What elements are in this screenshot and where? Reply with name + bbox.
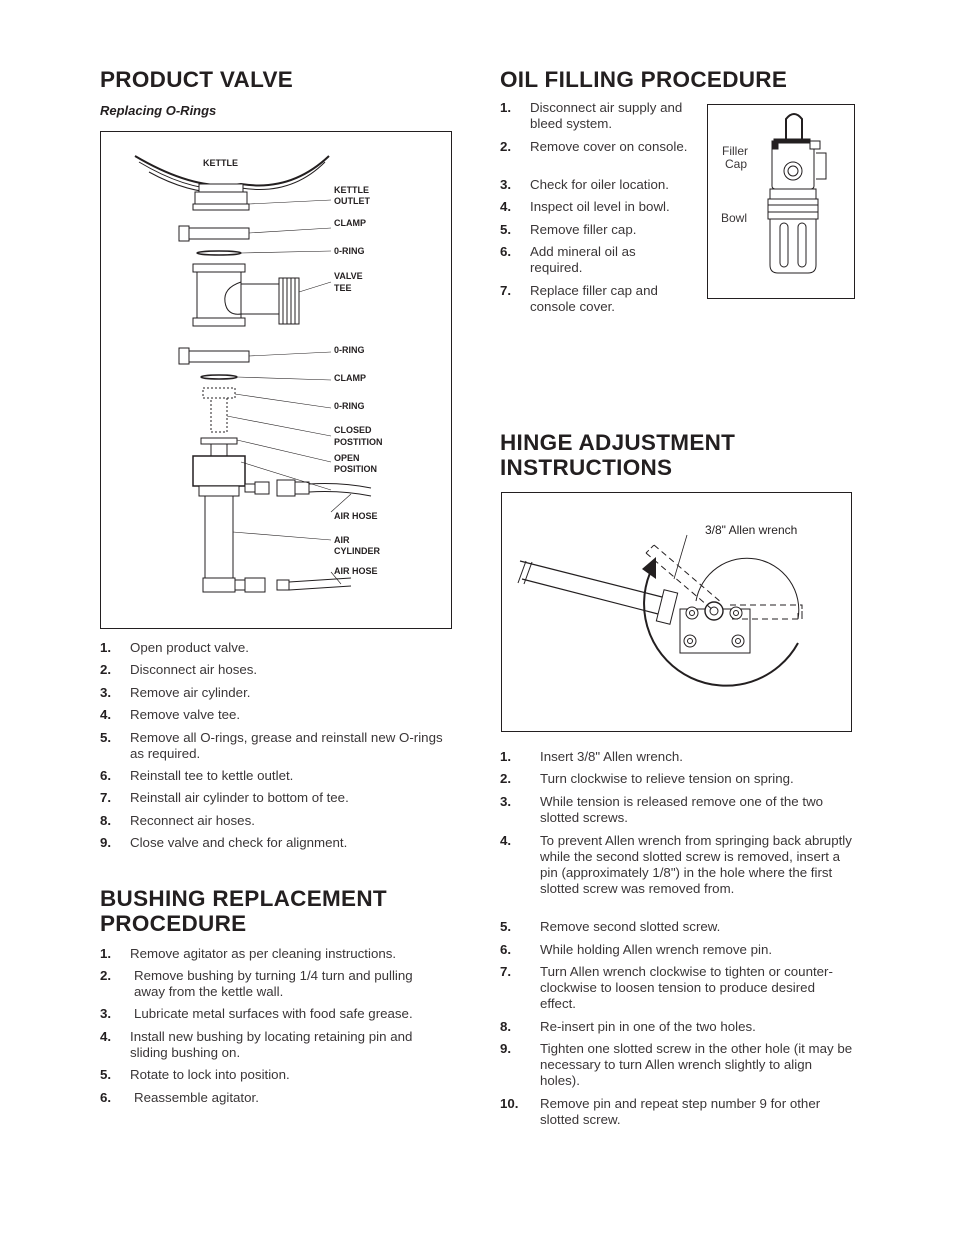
label-clamp-1: CLAMP: [334, 218, 366, 228]
label-kettle-outlet-2: OUTLET: [334, 196, 370, 206]
oiler-drawing: [708, 105, 854, 298]
label-air-cylinder-2: CYLINDER: [334, 546, 381, 556]
label-closed-position-1: CLOSED: [334, 425, 372, 435]
label-air-cylinder-1: AIR: [334, 535, 350, 545]
hinge-title-line-1: HINGE ADJUSTMENT: [500, 430, 736, 455]
product-valve-title: PRODUCT VALVE: [100, 67, 294, 92]
product-valve-diagram: [100, 131, 452, 629]
bushing-title-line-2: PROCEDURE: [100, 911, 247, 936]
label-oring-1: 0-RING: [334, 246, 365, 256]
label-allen-wrench: 3/8" Allen wrench: [705, 523, 798, 537]
label-bowl: Bowl: [721, 211, 748, 225]
label-oring-2: 0-RING: [334, 345, 365, 355]
label-clamp-2: CLAMP: [334, 373, 366, 383]
label-filler: Filler: [722, 144, 748, 158]
oiler-diagram: [707, 104, 855, 299]
oil-title: OIL FILLING PROCEDURE: [500, 67, 788, 92]
label-air-hose-1: AIR HOSE: [334, 511, 378, 521]
label-closed-position-2: POSTITION: [334, 437, 383, 447]
valve-exploded-view: [101, 132, 451, 628]
product-valve-subtitle: Replacing O-Rings: [100, 103, 217, 118]
bushing-title-line-1: BUSHING REPLACEMENT: [100, 886, 387, 911]
hinge-drawing: [502, 493, 851, 731]
label-open-position-1: OPEN: [334, 453, 360, 463]
label-oring-3: 0-RING: [334, 401, 365, 411]
label-cap: Cap: [725, 157, 748, 171]
hinge-title-line-2: INSTRUCTIONS: [500, 455, 673, 480]
label-kettle: KETTLE: [203, 158, 238, 168]
label-open-position-2: POSITION: [334, 464, 378, 474]
hinge-diagram: [501, 492, 852, 732]
label-valve-tee-2: TEE: [334, 283, 352, 293]
label-air-hose-2: AIR HOSE: [334, 566, 378, 576]
label-valve-tee-1: VALVE: [334, 271, 363, 281]
label-kettle-outlet-1: KETTLE: [334, 185, 369, 195]
